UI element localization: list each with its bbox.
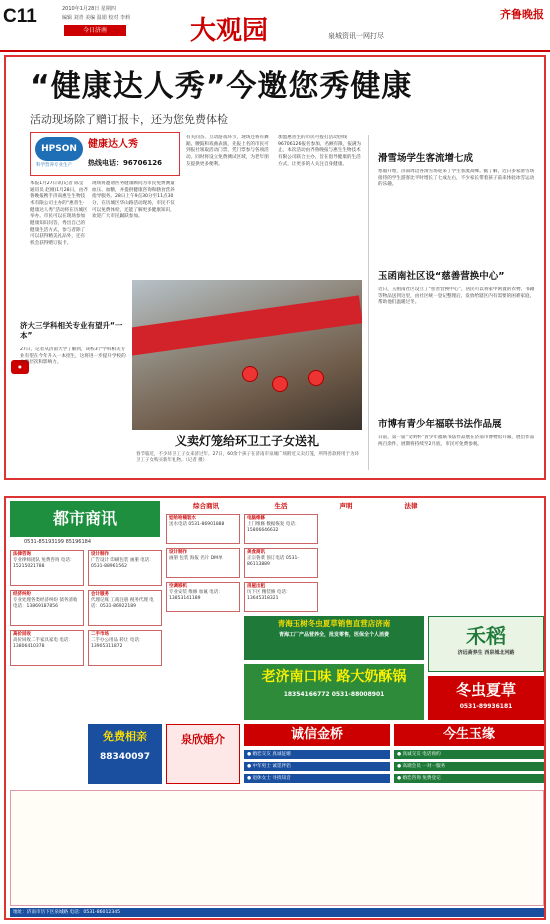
editor-credits: 编辑 刘青 美编 温娟 校对 李莉 bbox=[62, 15, 130, 21]
listing-row: ● 婚恋咨询 免费登记 bbox=[394, 774, 544, 783]
article-column-3: 有关问答、互动游戏环节，现场还将有舞蹈、腰鼓和戏曲表演，先报上名的市民可到报社领取活动门票，凭门票参与各项活动。同时将设立免费测试区域，为老年朋友提供更多便利。 bbox=[186, 135, 269, 167]
category-header: 声明 bbox=[339, 502, 353, 510]
ad-cell[interactable]: 经济纠纷 专业处理各类经济纠纷 债务清收 电话：13869187856 bbox=[10, 590, 84, 626]
brand-logo: HPSON bbox=[35, 137, 83, 161]
photo-caption: 义卖灯笼给环卫工子女送礼 bbox=[174, 434, 319, 448]
page-number: C11 bbox=[3, 6, 37, 27]
listing-row: ● 退休女士 寻找知音 bbox=[244, 774, 390, 783]
side-headline-1: 滑雪场学生客流增七成 bbox=[378, 153, 474, 164]
left-headline: 济大三学科相关专业有望升“一本” bbox=[20, 321, 123, 341]
headline: “健康达人秀”今邀您秀健康 bbox=[30, 69, 413, 104]
lantern-icon bbox=[242, 366, 258, 382]
page-header bbox=[0, 0, 550, 52]
article-column-4: 加盟惠普生的市民可拨打活动热线96706126报名参加，名额有限，报满为止。本次活动由齐鲁晚报与惠生生物技术有限公司联合主办，旨在倡导健康的生活方式，让更多的人关注自身健康。 bbox=[278, 135, 362, 167]
ad-matchmaking[interactable]: 泉欣婚介 bbox=[166, 724, 240, 784]
side-article-1: 寒假开始，济南周边各滑雪场迎来了学生客流高峰。据了解，近日多家滑雪场接待的学生游客比平时增长了七成左右，不少家长带着孩子前来体验冰雪运动的乐趣。 bbox=[378, 169, 535, 188]
ad-restaurant[interactable]: 老济南口味 路大奶酥锅 18354166772 0531-88008901 bbox=[244, 664, 424, 720]
issue-date: 2010年1月28日 星期四 bbox=[62, 6, 116, 12]
side-headline-2: 玉函南社区设“慈善营换中心” bbox=[378, 271, 505, 282]
ad-cordyceps-store[interactable]: 青海玉树冬虫夏草销售直营店济南 青海工厂产品营养全，批发零售，医保全个人消费 bbox=[244, 616, 424, 660]
ad-cell[interactable]: 设计制作 画册 包装 海报 名片 DM单 bbox=[166, 548, 240, 578]
ad-cell[interactable]: 会计服务 代理记账 工商注册 税务代理 电话：0531-86922189 bbox=[88, 590, 162, 626]
section-title: 大观园 bbox=[190, 16, 269, 46]
ad-cell[interactable]: 二手市场 二手办公用品 转让 电话：13905311872 bbox=[88, 630, 162, 666]
feature-section bbox=[4, 55, 546, 480]
classified-listing-block bbox=[10, 790, 544, 906]
red-banner bbox=[132, 295, 362, 356]
section-bar: 今日济南 bbox=[64, 25, 126, 36]
listing-row: ● 高端会员 一对一服务 bbox=[394, 762, 544, 771]
column-divider bbox=[368, 135, 369, 470]
category-header: 综合商讯 bbox=[193, 502, 219, 510]
article-column-2: 现场将邀请医务健康顾问为市民免费测量血压、血糖，并提供健康咨询和膳食营养指导服务。28日上午9点30分至11点30分，在历城区华山路活动现场，市民不仅可以免费体检，还能了解更多健康知识，欢迎广大市民踊跃参加。 bbox=[92, 181, 175, 220]
lantern-icon bbox=[308, 370, 324, 386]
side-article-3: 日前，第一届“文明杯”青少年福联书法作品展在济南市博物馆开幕，展出作品两百余件，展期将持续至2月底，市民可免费参观。 bbox=[378, 435, 535, 447]
subheadline: 活动现场除了赠订报卡，还为您免费体检 bbox=[30, 113, 228, 126]
lantern-icon bbox=[272, 376, 288, 392]
ad-cell[interactable]: 高价回收 高价回收二手家具家电 电话：13806410378 bbox=[10, 630, 84, 666]
event-logo bbox=[30, 132, 180, 176]
listing-row: ● 婚恋交友 真诚征婚 bbox=[244, 750, 390, 759]
newspaper-logo: 齐鲁晚报 bbox=[500, 8, 544, 21]
category-header: 生活 bbox=[274, 502, 288, 510]
listing-row: ● 中年男士 诚觅伴侣 bbox=[244, 762, 390, 771]
ad-cell[interactable]: 美食商讯 正宗鲁菜 预订电话 0531-86113889 bbox=[244, 548, 318, 578]
news-photo bbox=[132, 280, 362, 430]
photo-caption-body: 春节临近，不少环卫工子女来济过年。27日，60余个孩子在济南市泉城广场附近义卖灯笼，所得善款将用于为环卫工子女购买新年礼物。（记者 摄） bbox=[136, 452, 359, 464]
brand-slogan: 科学营养专业生产 bbox=[36, 163, 72, 168]
ads-title: 都市商讯 bbox=[10, 501, 160, 537]
listing-row: ● 真诚交友 电话预约 bbox=[394, 750, 544, 759]
section-tagline: 泉城资讯一网打尽 bbox=[328, 32, 384, 40]
ad-jinqiao[interactable]: 诚信金桥 bbox=[244, 724, 390, 746]
event-hotline: 热线电话：96706126 bbox=[88, 159, 162, 167]
ad-cell[interactable]: 法律咨询 专业律师团队 免费咨询 电话：15215021788 bbox=[10, 550, 84, 586]
article-column-1: 本报1月27日讯(记者 陈莹 通讯员 赵刚)1月28日，由齐鲁晚报携手济南惠生生物技术有限公司主办的“惠普生·健康达人秀”活动将在历城区举办。市民可以在现场参加健康知识问答，秀出自己的健康生活方式，参与者除了可以获得精美礼品外，还有机会获得赠订报卡。 bbox=[30, 181, 88, 246]
campus-icon: ● bbox=[11, 360, 29, 374]
ad-cell[interactable]: 电脑维修 上门维修 数据恢复 电话：15806646632 bbox=[244, 514, 318, 544]
ad-dating[interactable]: 免费相亲 88340097 bbox=[88, 724, 162, 784]
ad-cell[interactable]: 房屋出租 历下区 精装修 电话：13645318321 bbox=[244, 582, 318, 612]
side-article-2: 近日，玉函南社区设立了“慈善营换中心”，居民可以将家中闲置的衣物、书籍等物品送到这里，由社区统一登记整理后，发放给辖区内有需要的困难家庭，帮助他们温暖过冬。 bbox=[378, 287, 535, 306]
ad-cordyceps[interactable]: 冬虫夏草 0531-89936181 bbox=[428, 676, 544, 720]
ad-cell[interactable]: 空调移机 专业安装 维修 加氟 电话：13853141189 bbox=[166, 582, 240, 612]
category-header: 法律 bbox=[404, 502, 418, 510]
bottom-note: 地址：济南市历下区泉城路 电话：0531-86012345 bbox=[10, 908, 544, 917]
classified-ads bbox=[4, 496, 546, 920]
ad-cell[interactable]: 娃哈哈桶装水 送水电话 0531-86901888 bbox=[166, 514, 240, 544]
event-name: 健康达人秀 bbox=[88, 139, 138, 150]
left-article: 27日，记者从济南大学了解到，该校3个学科相关专业有望在今年升入一本招生，这将进一步提升学校的办学层次和影响力。 bbox=[20, 347, 126, 366]
ad-hedao[interactable]: 禾稻 济远斋养生 西泉城北河路 bbox=[428, 616, 544, 672]
side-headline-3: 市博有青少年福联书法作品展 bbox=[378, 419, 502, 430]
ads-phone: 0531-85193199 85196184 bbox=[24, 539, 92, 545]
ad-yuyuan[interactable]: 今生玉缘 bbox=[394, 724, 544, 746]
ad-cell[interactable]: 设计制作 广告设计 印刷包装 画册 电话：0531-88961562 bbox=[88, 550, 162, 586]
